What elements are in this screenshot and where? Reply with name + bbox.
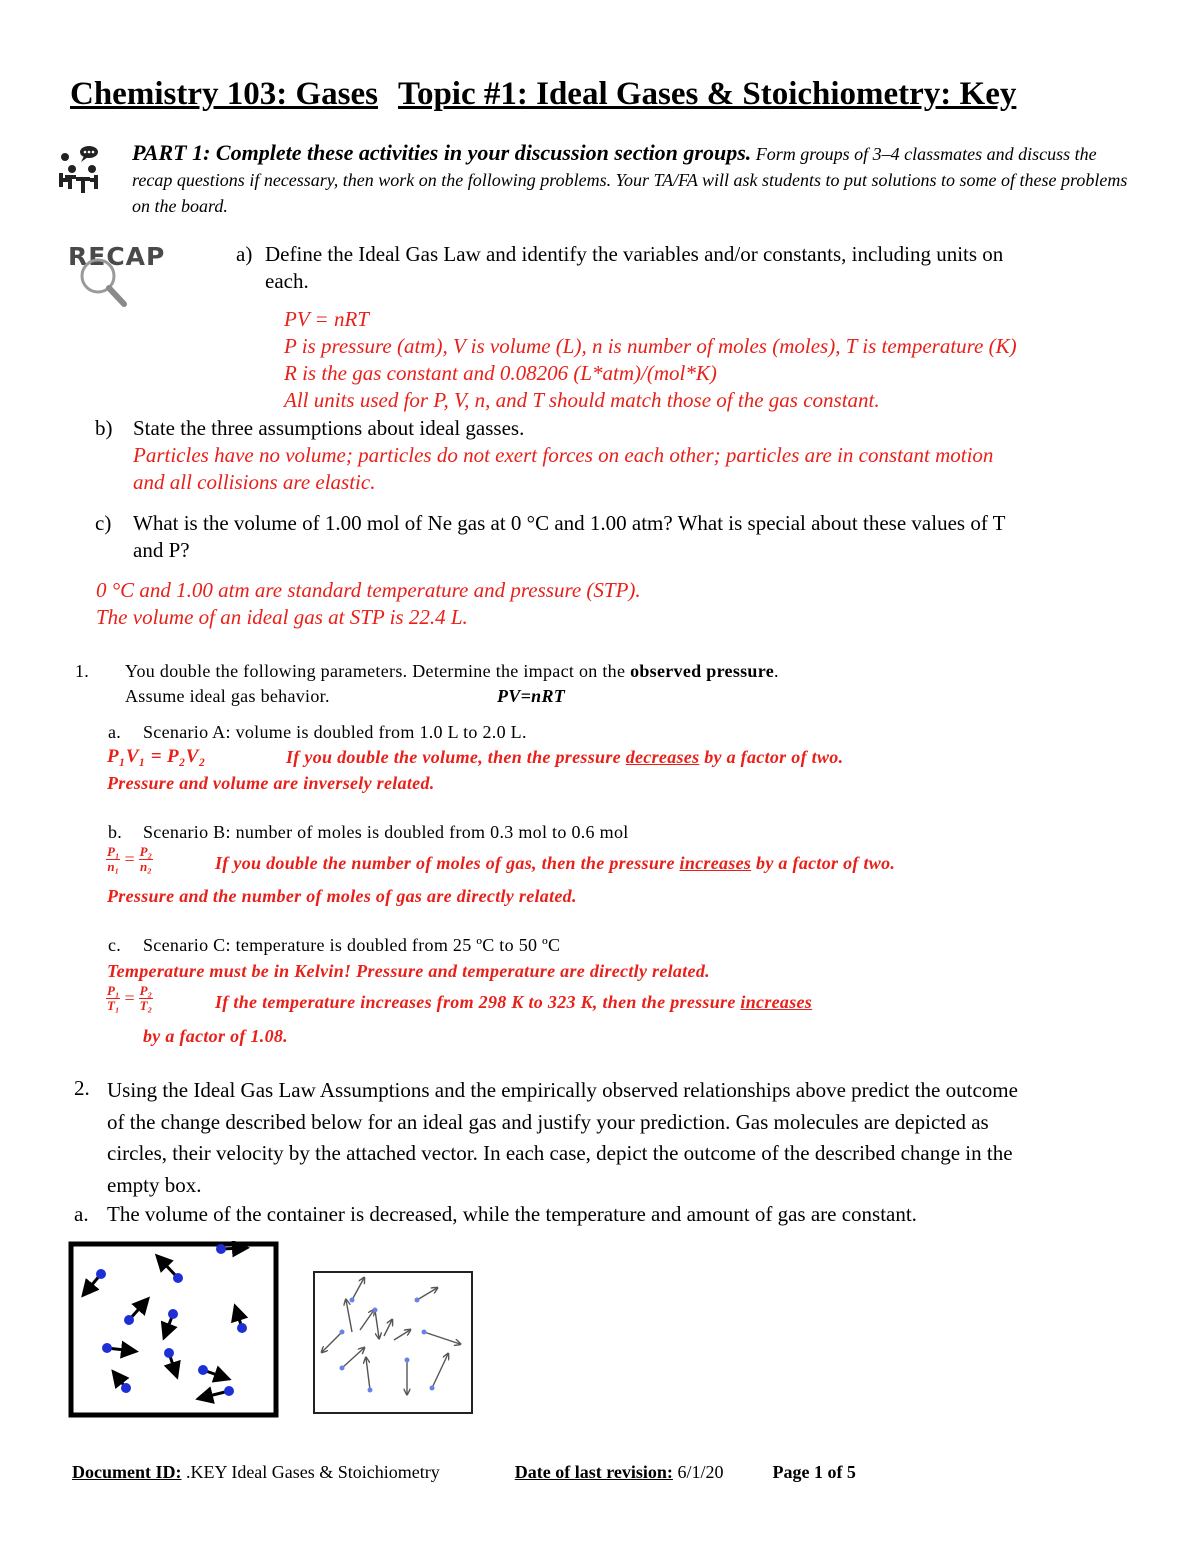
title-topic: Topic #1: Ideal Gases & Stoichiometry: Key <box>397 76 1017 112</box>
q1c-answer-line3: by a factor of 1.08. <box>143 1026 288 1046</box>
part1-block <box>132 140 1132 219</box>
q1a-answer <box>286 744 1166 770</box>
q1b-answer <box>215 850 1115 876</box>
recap-c-question-line1: What is the volume of 1.00 mol of Ne gas at 0 °C and 1.00 atm? What is special about these values of T <box>133 511 1006 535</box>
fraction <box>106 984 120 1013</box>
page-footer <box>72 1462 1172 1483</box>
part1-instructions: Form groups of 3–4 classmates and discuss the recap questions if necessary, then work on the following problems. Your TA/FA will ask students to put solutions to some of these problems on the board. <box>132 144 1128 216</box>
q1a-answer-post: by a factor of two. <box>699 747 844 767</box>
q1b-answer-post: by a factor of two. <box>751 853 896 873</box>
q2-text-line: empty box. <box>107 1172 202 1197</box>
q1-intro <box>125 658 1025 684</box>
q2a-text: The volume of the container is decreased, while the temperature and amount of gas are constant. <box>107 1202 917 1226</box>
fraction-numerator: P₁ <box>107 844 120 859</box>
footer-date-label: Date of last revision: <box>514 1462 673 1482</box>
fraction-numerator: P₁ <box>107 983 120 998</box>
equals-sign: = <box>124 849 135 869</box>
fraction <box>139 984 153 1013</box>
q1-intro-pre: You double the following parameters. Determine the impact on the <box>125 661 631 681</box>
recap-logo <box>68 242 188 312</box>
q1a-scenario: Scenario A: volume is doubled from 1.0 L to 2.0 L. <box>143 722 527 742</box>
fraction <box>139 845 153 874</box>
fraction-denominator: T₂ <box>139 998 153 1013</box>
fraction-denominator: n₁ <box>107 859 120 874</box>
q1a-answer-line2: Pressure and volume are inversely related. <box>107 773 435 793</box>
q2-text-line: of the change described below for an ideal gas and justify your prediction. Gas molecules are depicted as <box>107 1109 989 1134</box>
recap-a-answer-line: All units used for P, V, n, and T should match those of the gas constant. <box>284 388 880 412</box>
q2-text-line: Using the Ideal Gas Law Assumptions and the empirically observed relationships above predict the outcome <box>107 1078 1018 1102</box>
title-course: Chemistry 103: Gases <box>70 76 378 112</box>
q1b-scenario: Scenario B: number of moles is doubled from 0.3 mol to 0.6 mol <box>143 822 629 842</box>
recap-b-question: State the three assumptions about ideal gasses. <box>133 416 525 440</box>
q1b-answer-pre: If you double the number of moles of gas, then the pressure <box>215 853 680 873</box>
recap-c-question <box>133 510 1143 564</box>
recap-a-answer-line: P is pressure (atm), V is volume (L), n is number of moles (moles), T is temperature (K) <box>284 334 1017 358</box>
recap-a-answer-line: PV = nRT <box>284 307 369 331</box>
recap-a-question <box>265 241 1125 295</box>
recap-a-label: a) <box>236 242 253 266</box>
q2a-label: a. <box>74 1202 89 1226</box>
q1c-label: c. <box>108 935 122 955</box>
magnifier-icon <box>70 254 150 314</box>
q1b-ratio-equation <box>106 845 153 874</box>
recap-b-label: b) <box>95 416 113 440</box>
footer-page-number: Page 1 of 5 <box>772 1462 856 1482</box>
page-title <box>70 76 1110 113</box>
q1b-answer-key: increases <box>679 853 752 873</box>
footer-date-value: 6/1/20 <box>677 1462 724 1482</box>
recap-b-answer-line2: and all collisions are elastic. <box>133 470 376 494</box>
fraction-numerator: P₂ <box>139 844 153 859</box>
q1c-ratio-equation <box>106 984 153 1013</box>
recap-a-question-line1: Define the Ideal Gas Law and identify the variables and/or constants, including units on <box>265 242 1004 266</box>
q1-number: 1. <box>75 661 90 681</box>
q1-intro-post: . <box>774 661 779 681</box>
q1a-answer-key: decreases <box>625 747 700 767</box>
q1a-equation: P₁V₁ = P₂V₂ <box>107 746 206 767</box>
fraction <box>106 845 120 874</box>
q1c-answer-line1: Temperature must be in Kelvin! Pressure and temperature are directly related. <box>107 961 710 981</box>
recap-a-question-line2: each. <box>265 269 309 293</box>
fraction-numerator: P₂ <box>139 983 153 998</box>
fraction-denominator: T₁ <box>107 998 120 1013</box>
q1c-answer-key: increases <box>740 992 813 1012</box>
recap-c-answer <box>96 577 1096 631</box>
part1-heading: PART 1: Complete these activities in your discussion section groups. <box>132 140 752 165</box>
answer-container-diagram <box>312 1270 474 1415</box>
q1c-scenario: Scenario C: temperature is doubled from 25 ºC to 50 ºC <box>143 935 561 955</box>
original-container-diagram <box>68 1241 280 1419</box>
q1-intro-bold: observed pressure <box>630 661 774 681</box>
q1a-label: a. <box>108 722 122 742</box>
q1-assume: Assume ideal gas behavior. <box>125 686 330 706</box>
q1-formula: PV=nRT <box>497 686 566 706</box>
recap-logo-text: RECAP <box>68 242 166 271</box>
equals-sign: = <box>124 988 135 1008</box>
q2-number: 2. <box>74 1076 90 1100</box>
recap-b-answer-line1: Particles have no volume; particles do not exert forces on each other; particles are in constant motion <box>133 443 994 467</box>
footer-doc-id-value: .KEY Ideal Gases & Stoichiometry <box>186 1462 440 1482</box>
container-box <box>314 1272 472 1413</box>
recap-c-answer-line1: 0 °C and 1.00 atm are standard temperature and pressure (STP). <box>96 578 641 602</box>
q1b-answer-line2: Pressure and the number of moles of gas are directly related. <box>107 886 577 906</box>
q1a-answer-pre: If you double the volume, then the pressure <box>286 747 626 767</box>
q1c-answer <box>215 989 1115 1015</box>
footer-doc-id-label: Document ID: <box>72 1462 182 1482</box>
group-discussion-icon <box>56 143 108 203</box>
q2-text-line: circles, their velocity by the attached vector. In each case, depict the outcome of the described change in the <box>107 1141 1013 1165</box>
recap-c-answer-line2: The volume of an ideal gas at STP is 22.4 L. <box>96 605 468 629</box>
recap-c-question-line2: and P? <box>133 538 190 562</box>
recap-b-answer <box>133 442 1183 496</box>
recap-a-answer-line: R is the gas constant and 0.08206 (L*atm)/(mol*K) <box>284 361 717 385</box>
q1c-answer-pre: If the temperature increases from 298 K to 323 K, then the pressure <box>215 992 741 1012</box>
q1b-label: b. <box>108 822 123 842</box>
fraction-denominator: n₂ <box>140 859 152 874</box>
q2-text <box>107 1075 1177 1201</box>
recap-c-label: c) <box>95 511 112 535</box>
recap-a-answer <box>284 306 1164 414</box>
